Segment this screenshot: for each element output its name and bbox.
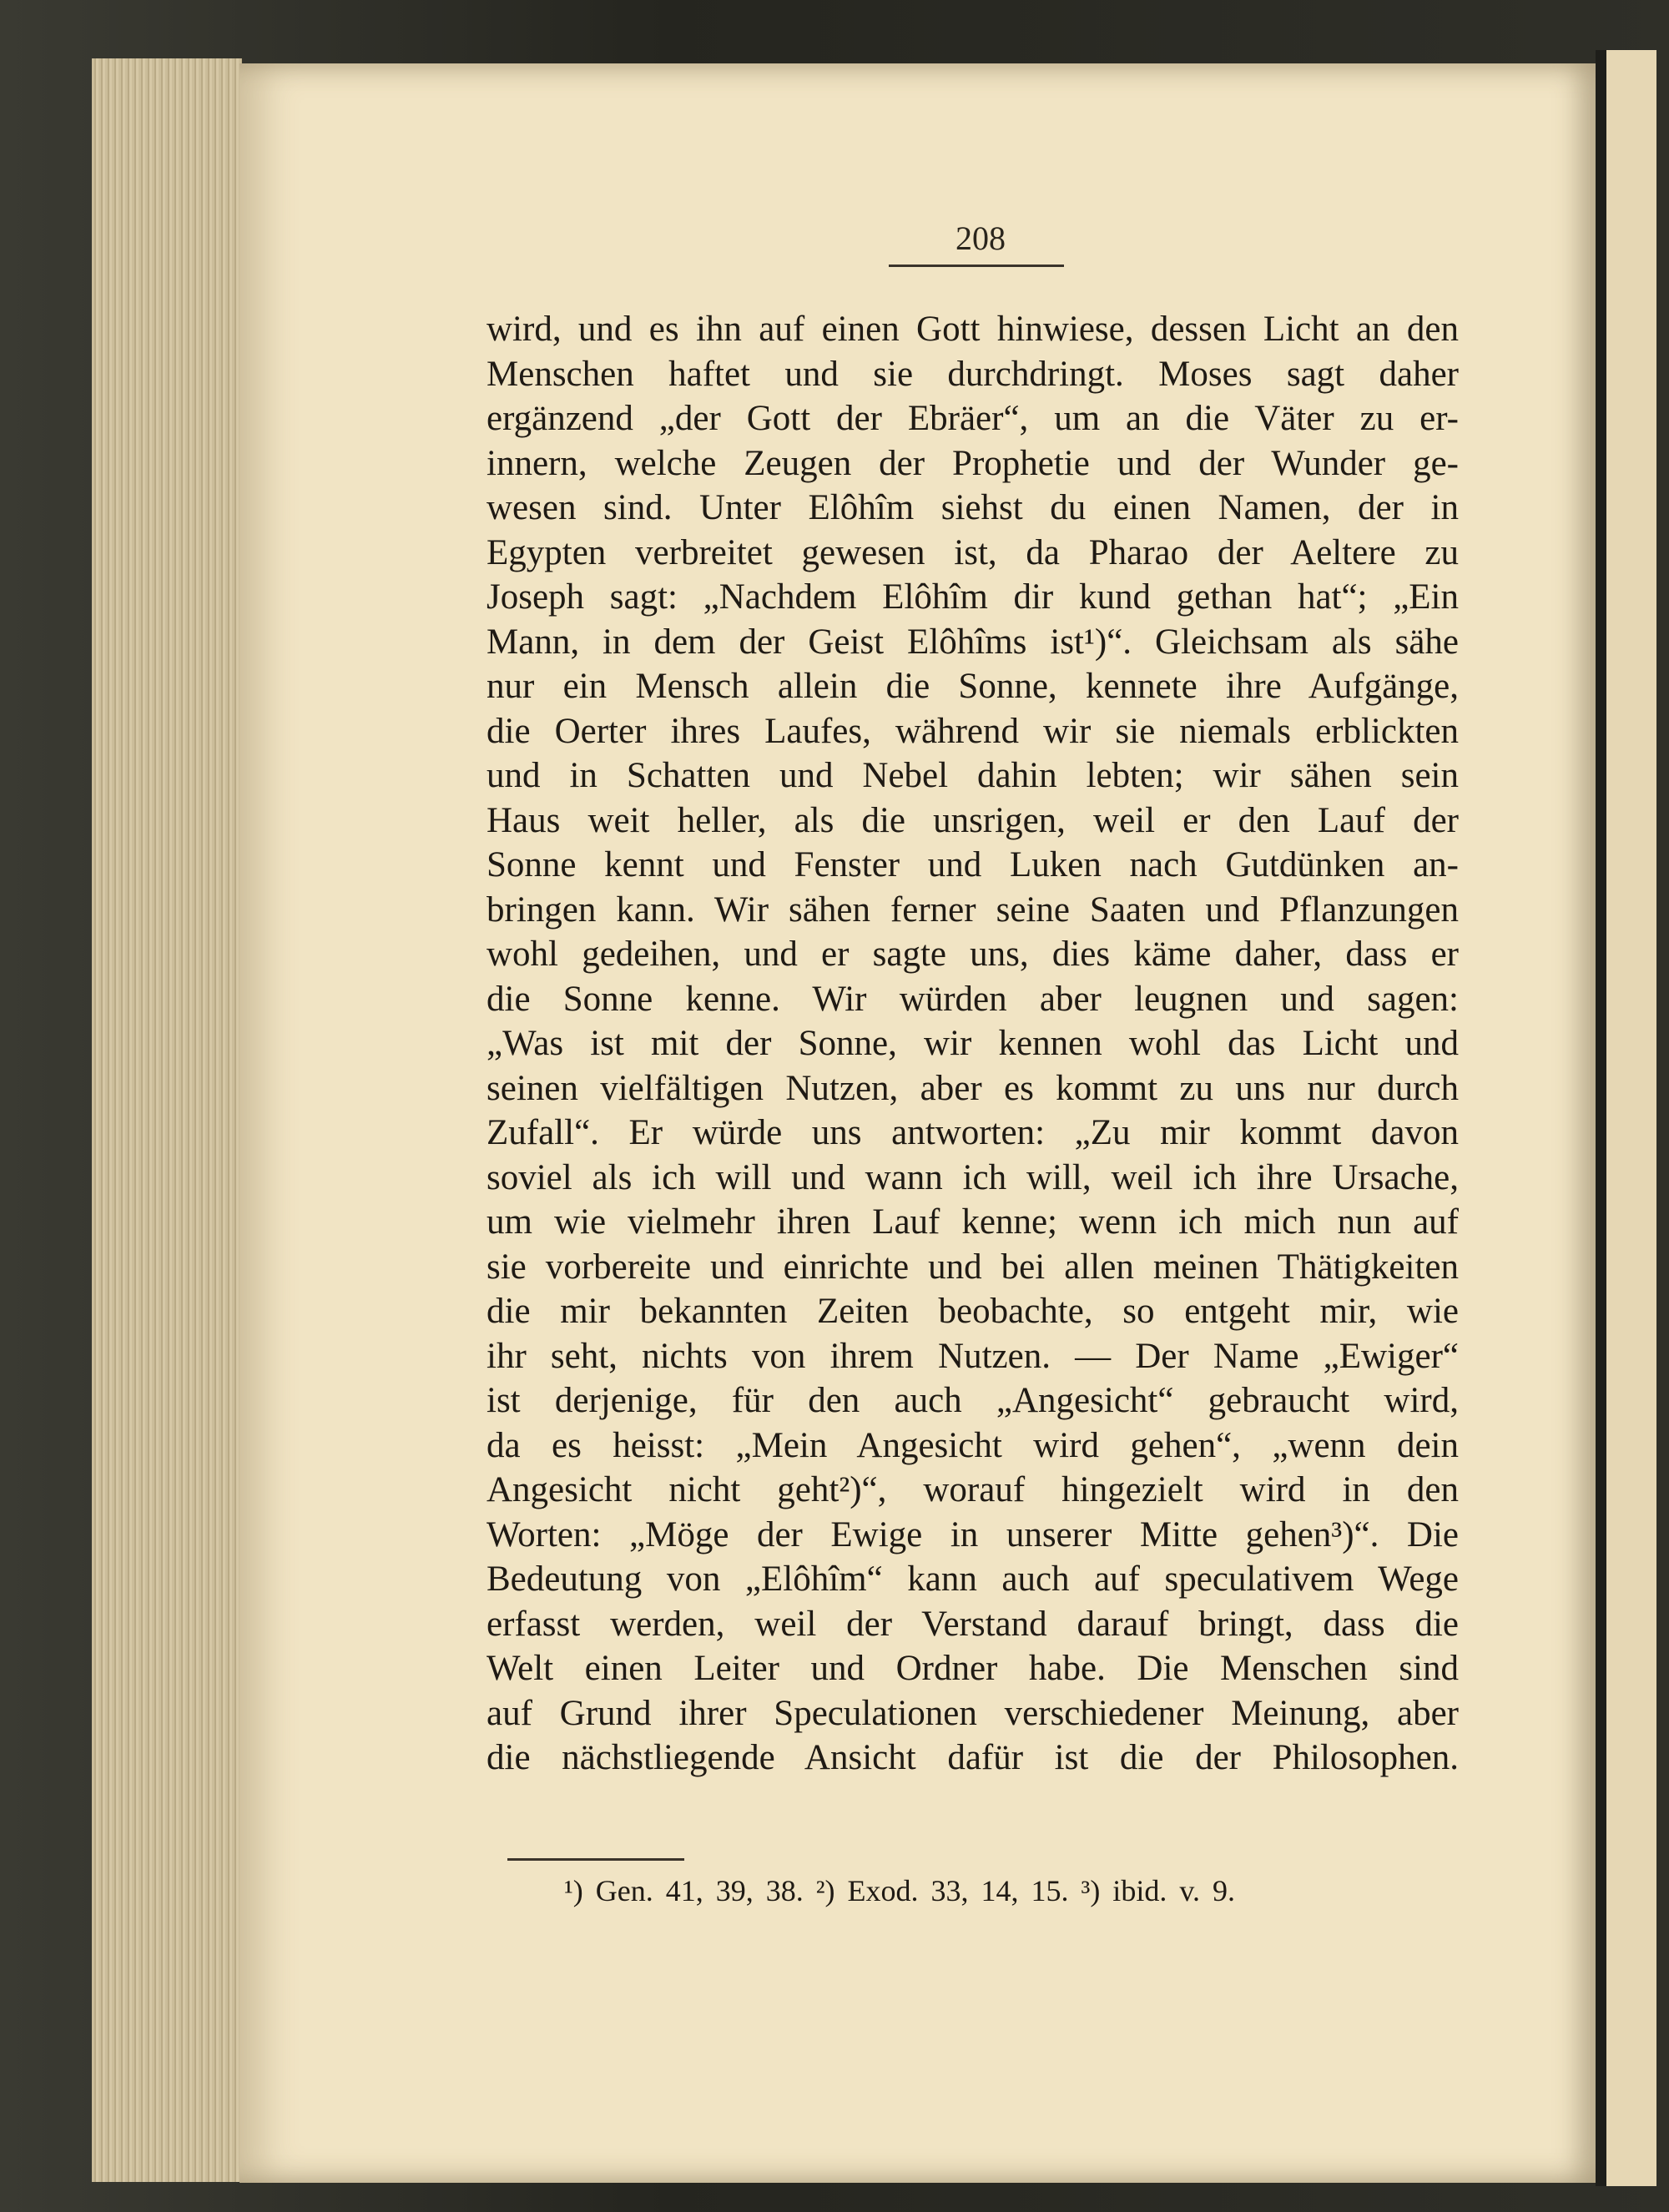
text-line: wohl gedeihen, und er sagte uns, dies käme daher, dass er <box>487 935 1459 974</box>
text-line: um wie vielmehr ihren Lauf kenne; wenn ich mich nun auf <box>487 1202 1459 1242</box>
text-line: die nächstliegende Ansicht dafür ist die der Philosophen. <box>487 1738 1459 1777</box>
footnotes: ¹) Gen. 41, 39, 38. ²) Exod. 33, 14, 15. ³) ibid. v. 9. <box>564 1874 1235 1907</box>
page-number: 208 <box>956 219 1006 257</box>
facing-page-edge <box>1606 50 1656 2186</box>
text-line: die mir bekannten Zeiten beobachte, so entgeht mir, wie <box>487 1292 1459 1331</box>
text-line: Joseph sagt: „Nachdem Elôhîm dir kund gethan hat“; „Ein <box>487 577 1459 617</box>
text-line: Mann, in dem der Geist Elôhîms ist¹)“. Gleichsam als sähe <box>487 622 1459 662</box>
text-line: ihr seht, nichts von ihrem Nutzen. — Der Name „Ewiger“ <box>487 1336 1459 1376</box>
text-line: sie vorbereite und einrichte und bei allen meinen Thätigkeiten <box>487 1247 1459 1287</box>
text-line: „Was ist mit der Sonne, wir kennen wohl das Licht und <box>487 1024 1459 1063</box>
text-line: ergänzend „der Gott der Ebräer“, um an die Väter zu er- <box>487 399 1459 438</box>
text-line: Egypten verbreitet gewesen ist, da Pharao der Aeltere zu <box>487 532 1459 572</box>
text-line: auf Grund ihrer Speculationen verschiedener Meinung, aber <box>487 1693 1459 1733</box>
text-line: da es heisst: „Mein Angesicht wird gehen“, „wenn dein <box>487 1425 1459 1465</box>
text-line: ist derjenige, für den auch „Angesicht“ gebraucht wird, <box>487 1381 1459 1420</box>
text-line: bringen kann. Wir sähen ferner seine Saaten und Pflanzungen <box>487 889 1459 930</box>
text-line: Menschen haftet und sie durchdringt. Moses sagt daher <box>487 354 1459 394</box>
page-edges <box>92 58 242 2182</box>
text-line: soviel als ich will und wann ich will, weil ich ihre Ursache, <box>487 1157 1459 1197</box>
text-line: Sonne kennt und Fenster und Luken nach Gutdünken an- <box>487 845 1459 884</box>
text-line: die Sonne kenne. Wir würden aber leugnen und sagen: <box>487 979 1459 1019</box>
text-line: erfasst werden, weil der Verstand darauf bringt, dass die <box>487 1604 1459 1644</box>
header-rule <box>889 265 1064 267</box>
text-line: Angesicht nicht geht²)“, worauf hingezielt wird in den <box>487 1470 1459 1509</box>
footnote-rule <box>507 1858 684 1861</box>
text-line: innern, welche Zeugen der Prophetie und der Wunder ge- <box>487 443 1459 483</box>
body-text <box>487 307 1459 1781</box>
text-line: Haus weit heller, als die unsrigen, weil er den Lauf der <box>487 800 1459 840</box>
text-line: wird, und es ihn auf einen Gott hinwiese, dessen Licht an den <box>487 310 1459 349</box>
text-line: seinen vielfältigen Nutzen, aber es kommt zu uns nur durch <box>487 1068 1459 1108</box>
text-line: und in Schatten und Nebel dahin lebten; wir sähen sein <box>487 756 1459 795</box>
text-line: die Oerter ihres Laufes, während wir sie niemals erblickten <box>487 711 1459 751</box>
book-gutter <box>1596 50 1606 2186</box>
text-line: Worten: „Möge der Ewige in unserer Mitte gehen³)“. Die <box>487 1514 1459 1554</box>
text-line: Zufall“. Er würde uns antworten: „Zu mir kommt davon <box>487 1113 1459 1152</box>
text-line: Bedeutung von „Elôhîm“ kann auch auf speculativem Wege <box>487 1559 1459 1599</box>
text-line: Welt einen Leiter und Ordner habe. Die Menschen sind <box>487 1649 1459 1688</box>
text-line: wesen sind. Unter Elôhîm siehst du einen Namen, der in <box>487 488 1459 527</box>
text-line: nur ein Mensch allein die Sonne, kennete ihre Aufgänge, <box>487 667 1459 706</box>
